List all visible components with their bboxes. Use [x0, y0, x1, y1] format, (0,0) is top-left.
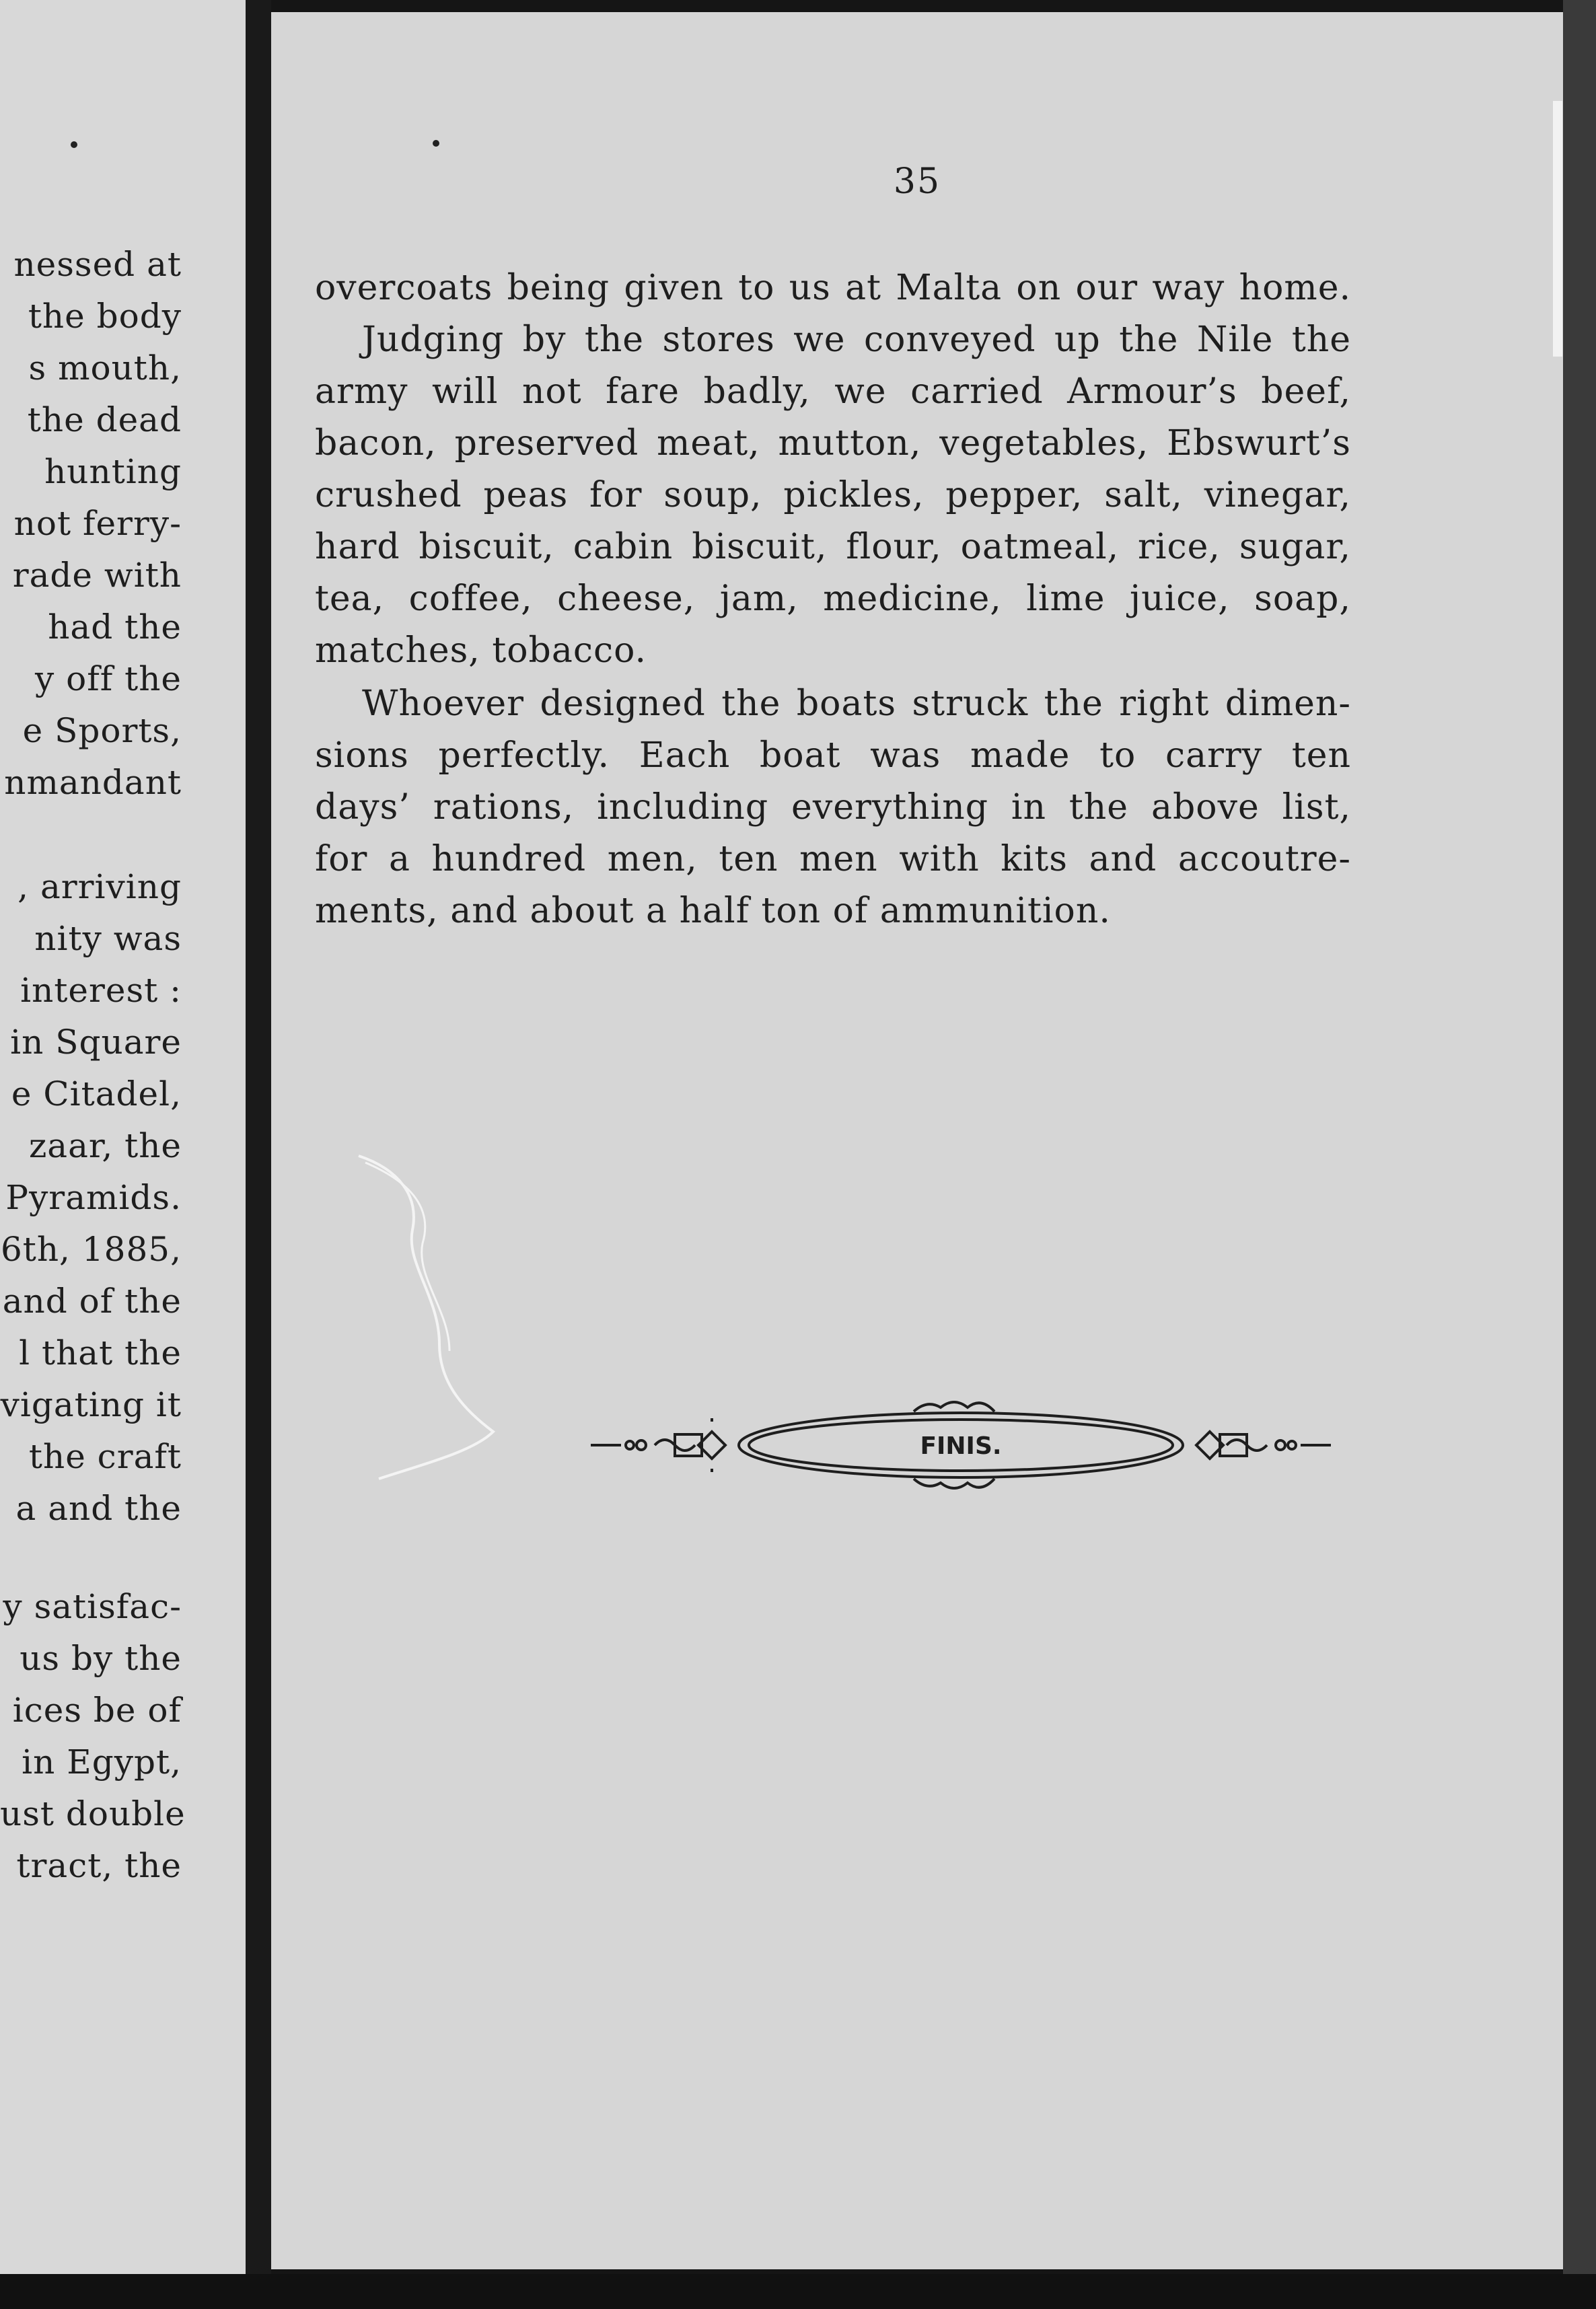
book-gutter: [246, 0, 271, 2309]
text-line: tea, coffee, cheese, jam, medicine, lime juice, soap,: [315, 579, 1351, 619]
text-line: zaar, the: [28, 1126, 182, 1165]
paragraph-2: [315, 678, 1351, 937]
text-line: us by the: [20, 1639, 182, 1678]
text-line: in Square: [10, 1023, 182, 1062]
text-line: and of the: [2, 1282, 182, 1321]
text-line: Whoever designed the boats struck the right dimen-: [362, 684, 1351, 724]
text-line: the body: [28, 297, 182, 336]
left-page-text-block-3: [0, 1581, 246, 1892]
finis-label: FINIS.: [920, 1432, 1002, 1460]
text-line: had the: [48, 608, 182, 647]
text-line: y off the: [34, 659, 182, 698]
text-line: interest :: [20, 971, 182, 1010]
text-line: l that the: [19, 1333, 182, 1372]
text-line: e Citadel,: [11, 1074, 182, 1113]
text-line: ust double: [0, 1794, 186, 1833]
text-line: hunting: [44, 452, 182, 491]
text-line: Pyramids.: [5, 1178, 182, 1217]
page-number: 35: [893, 161, 941, 202]
text-line: s mouth,: [28, 349, 182, 388]
text-line: crushed peas for soup, pickles, pepper, salt, vinegar,: [315, 475, 1351, 515]
text-line: ices be of: [12, 1691, 182, 1730]
text-line: e Sports,: [22, 711, 182, 750]
text-line: a and the: [15, 1489, 182, 1528]
text-line: rade with: [12, 556, 182, 595]
scan-scratch-mark: [338, 1142, 513, 1492]
text-line: army will not fare badly, we carried Armour’s beef,: [315, 371, 1351, 412]
page-edge-highlight: [1553, 101, 1562, 357]
text-line: the craft: [28, 1437, 182, 1476]
ink-speck: [71, 141, 77, 148]
text-line: in Egypt,: [22, 1743, 182, 1782]
text-line: hard biscuit, cabin biscuit, flour, oatmeal, rice, sugar,: [315, 527, 1351, 567]
text-line: sions perfectly. Each boat was made to carry ten: [315, 735, 1351, 776]
text-line: not ferry-: [13, 504, 182, 543]
text-line: for a hundred men, ten men with kits and accoutre-: [315, 839, 1351, 879]
text-line: nmandant: [4, 763, 182, 802]
text-line: overcoats being given to us at Malta on our way home.: [315, 268, 1351, 308]
text-line: tract, the: [16, 1846, 182, 1885]
text-line: bacon, preserved meat, mutton, vegetables, Ebswurt’s: [315, 423, 1351, 464]
finis-ornament: [591, 1391, 1331, 1499]
text-line: ments, and about a half ton of ammunition.: [315, 891, 1111, 931]
text-line: 6th, 1885,: [0, 1230, 182, 1269]
scan-bottom-edge: [0, 2274, 1596, 2309]
ink-speck: [433, 140, 439, 147]
text-line: , arriving: [17, 867, 182, 906]
text-line: matches, tobacco.: [315, 630, 647, 671]
right-page: [271, 12, 1563, 2269]
book-edge: [1563, 0, 1596, 2309]
text-line: y satisfac-: [3, 1587, 182, 1626]
text-line: nessed at: [13, 245, 182, 284]
text-line: Judging by the stores we conveyed up the Nile the: [362, 320, 1351, 360]
left-page-text-block-1: [0, 239, 246, 809]
paragraph-1: [315, 262, 1351, 677]
text-line: the dead: [27, 400, 182, 439]
text-line: vigating it: [0, 1385, 182, 1424]
text-line: nity was: [34, 919, 182, 958]
left-page-text-block-2: [0, 861, 246, 1535]
left-page: [0, 0, 246, 2309]
text-line: days’ rations, including everything in the above list,: [315, 787, 1351, 828]
